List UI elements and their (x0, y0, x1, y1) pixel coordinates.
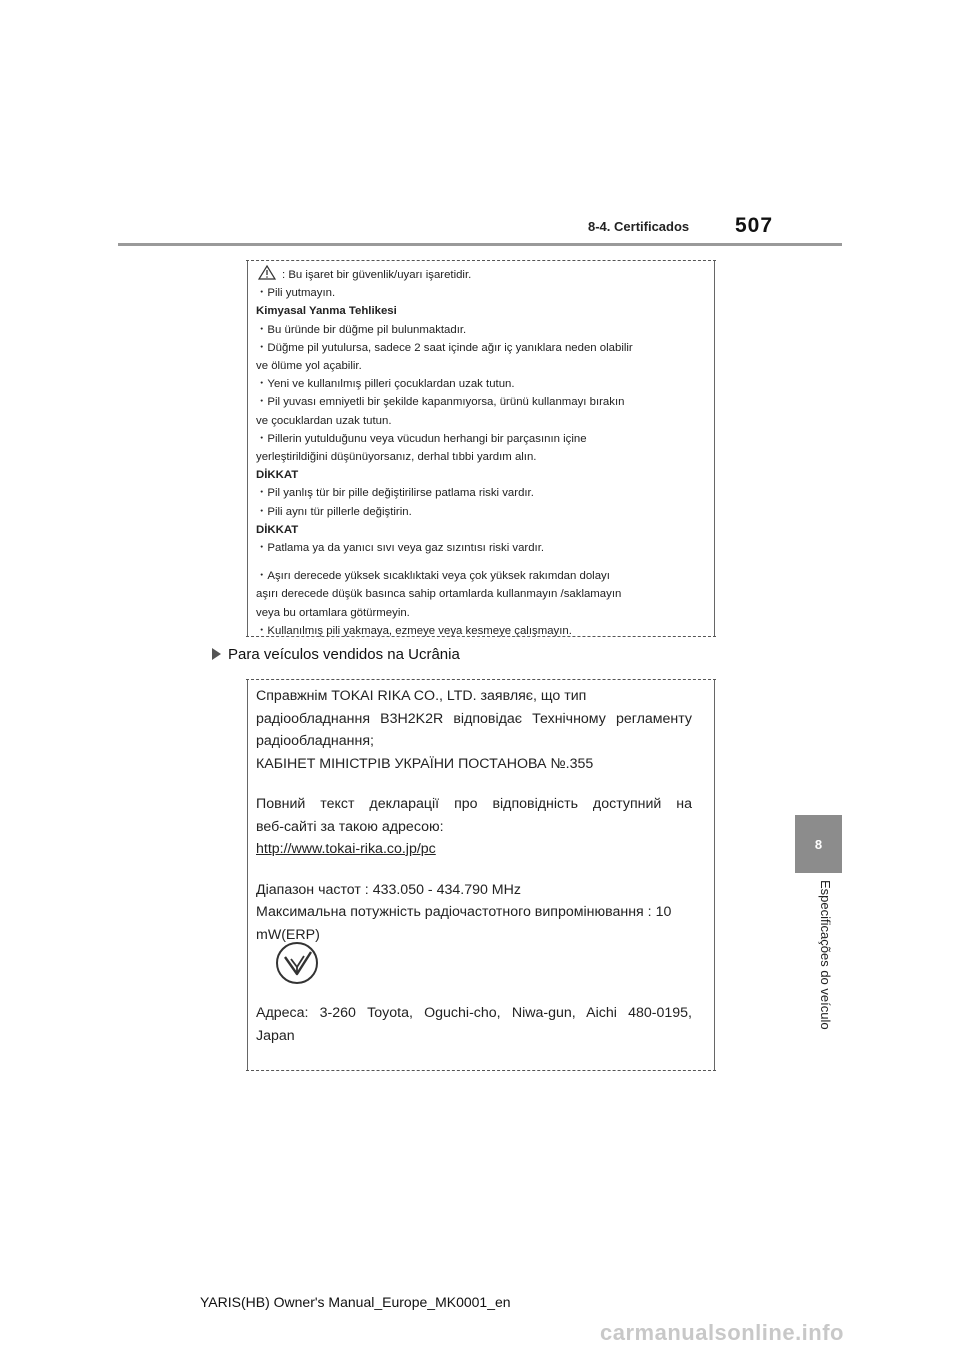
turkish-line: ・Bu üründe bir düğme pil bulunmaktadır. (256, 323, 467, 336)
manual-footer: YARIS(HB) Owner's Manual_Europe_MK0001_en (200, 1294, 511, 1310)
declaration-line-2: радіообладнання B3H2K2R відповідає Технічному регламенту (256, 710, 692, 727)
warning-symbol-text: : Bu işaret bir güvenlik/uyarı işaretidir. (282, 269, 472, 281)
frequency-range: Діапазон частот : 433.050 - 434.790 MHz (256, 881, 521, 898)
turkish-line: DİKKAT (256, 469, 299, 482)
chapter-title: Especificações do veículo (818, 880, 833, 1030)
section-title: 8-4. Certificados (588, 219, 690, 234)
turkish-line: DİKKAT (256, 523, 299, 536)
turkish-line: ve çocuklardan uzak tutun. (256, 414, 392, 427)
turkish-line: ・Aşırı derecede yüksek sıcaklıktaki veya çok yüksek rakımdan dolayı (256, 570, 610, 583)
turkish-line: ・Patlama ya da yanıcı sıvı veya gaz sızıntısı riski vardır. (256, 542, 545, 555)
turkish-line: ・Düğme pil yutulursa, sadece 2 saat içinde ağır iç yanıklara neden olabilir (256, 341, 633, 354)
address-line-1: Адреса: 3-260 Toyota, Oguchi-cho, Niwa-gun, Aichi 480-0195, (256, 1005, 692, 1021)
declaration-url-link[interactable]: http://www.tokai-rika.co.jp/pc (256, 841, 436, 857)
turkish-line: Kimyasal Yanma Tehlikesi (256, 305, 397, 318)
warning-symbol-line (256, 265, 708, 284)
turkish-line: ・Pil yanlış tür bir pille değiştirilirse patlama riski vardır. (256, 487, 534, 500)
turkish-line: ve ölüme yol açabilir. (256, 360, 362, 373)
ukrainian-conformity-mark-icon (275, 941, 319, 985)
max-power-unit: mW(ERP) (256, 926, 320, 943)
turkish-line: ・Yeni ve kullanılmış pilleri çocuklardan uzak tutun. (256, 378, 515, 391)
section-label-text: Para veículos vendidos na Ucrânia (228, 646, 460, 663)
ukraine-text (256, 685, 692, 946)
max-power-line: Максимальна потужність радіочастотного випромінювання : 10 (256, 904, 672, 920)
declaration-line-1: Справжнім TOKAI RIKA CO., LTD. заявляє, що тип (256, 688, 587, 704)
turkish-line: ・Pil yuvası emniyetli bir şekilde kapanmıyorsa, ürünü kullanmayı bırakın (256, 396, 625, 409)
warning-triangle-icon (258, 265, 276, 280)
turkish-line: ・Kullanılmış pili yakmaya, ezmeye veya kesmeye çalışmayın. (256, 624, 572, 637)
turkish-line: ・Pillerin yutulduğunu veya vücudun herhangi bir parçasının içine (256, 432, 587, 445)
turkish-line: aşırı derecede düşük basınca sahip ortamlarda kullanmayın /saklamayın (256, 588, 622, 601)
page-number: 507 (735, 214, 774, 237)
declaration-line-6: веб-сайті за такою адресою: (256, 818, 444, 835)
turkish-line: yerleştirildiğini düşünüyorsanız, derhal tıbbi yardım alın. (256, 451, 537, 464)
header-divider (118, 243, 842, 246)
arrow-right-icon (212, 648, 221, 660)
address-line-2: Japan (256, 1027, 295, 1044)
declaration-line-4: КАБІНЕТ МІНІСТРІВ УКРАЇНИ ПОСТАНОВА №.355 (256, 755, 594, 772)
declaration-line-3: радіообладнання; (256, 733, 374, 749)
section-label-ukraine (212, 646, 460, 663)
chapter-number: 8 (814, 836, 823, 852)
turkish-line: veya bu ortamlara götürmeyin. (256, 606, 410, 619)
chapter-tab[interactable] (795, 815, 842, 873)
manufacturer-address (256, 1002, 692, 1047)
turkish-line: ・Pili yutmayın. (256, 287, 336, 300)
turkish-text (256, 265, 708, 640)
ukraine-declaration-box (247, 679, 715, 1071)
turkish-warning-box (247, 260, 715, 637)
turkish-line: ・Pili aynı tür pillerle değiştirin. (256, 505, 412, 518)
declaration-line-5: Повний текст декларації про відповідність доступний на (256, 796, 692, 812)
site-watermark: carmanualsonline.info (600, 1320, 844, 1345)
